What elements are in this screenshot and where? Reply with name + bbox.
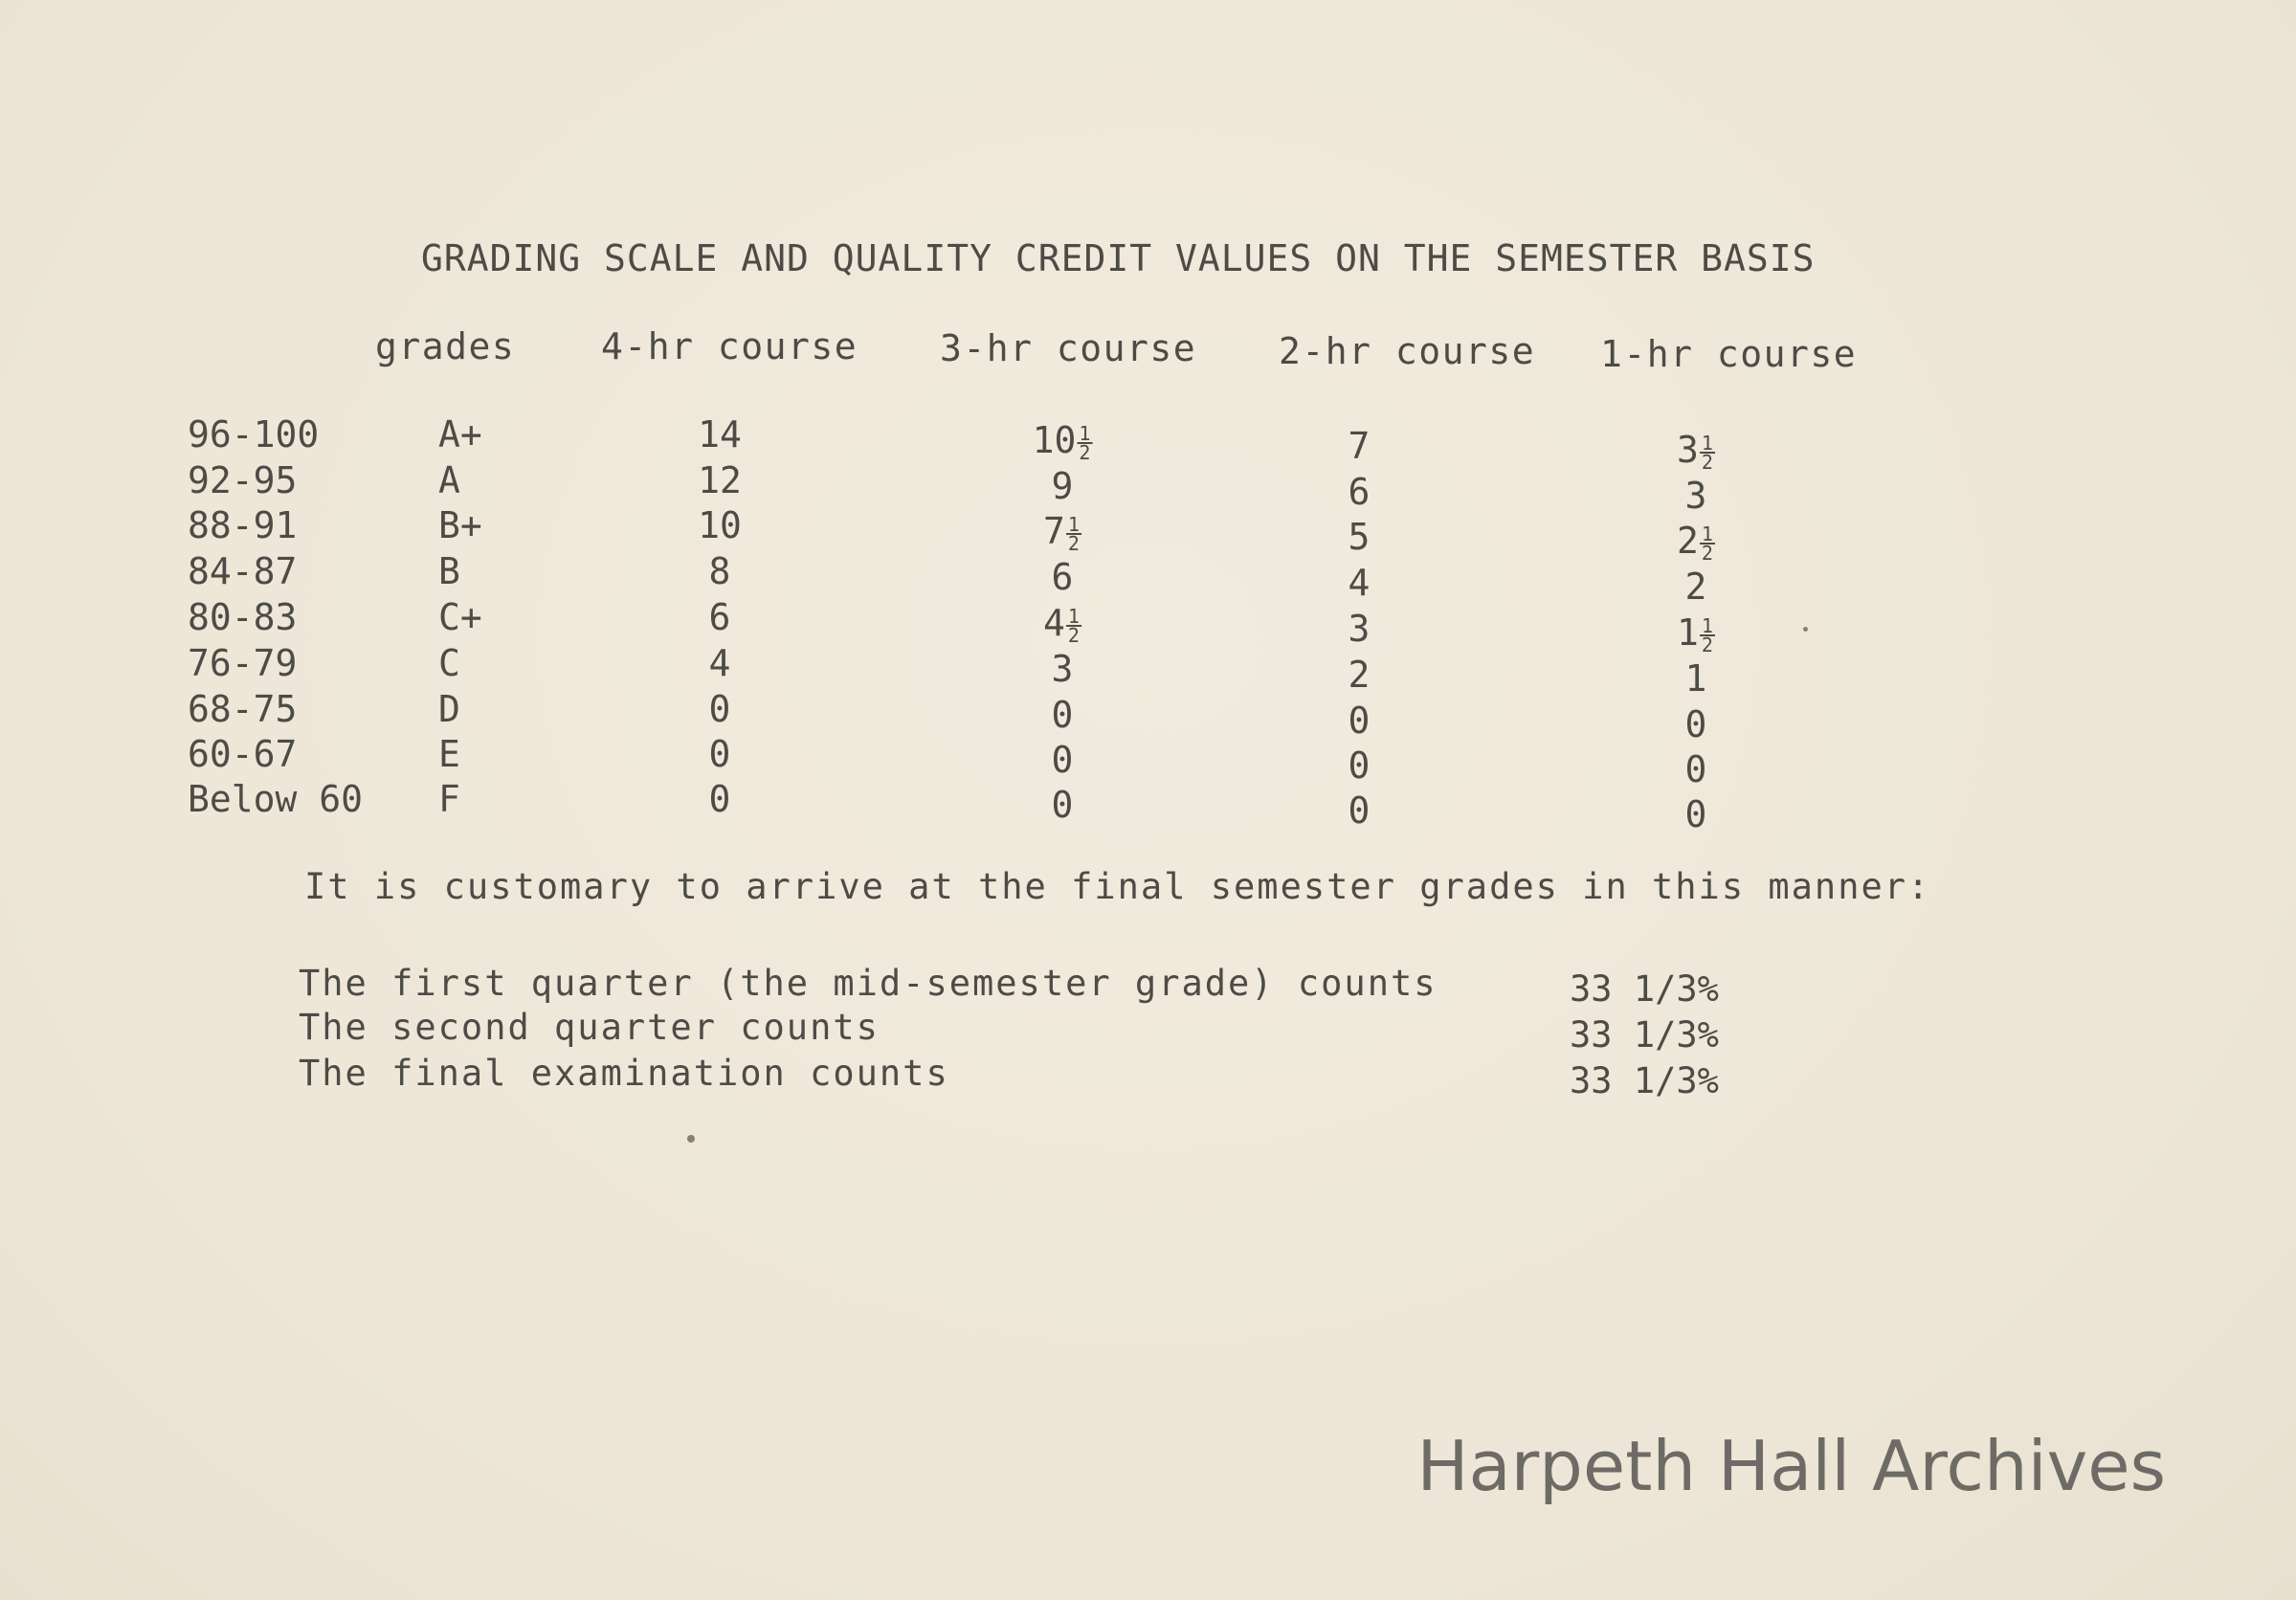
cell-three xyxy=(1052,465,1074,507)
cell-four-value: 14 xyxy=(698,413,742,456)
ink-speck xyxy=(687,1135,695,1143)
cell-two-value: 0 xyxy=(1348,700,1371,742)
fraction-numerator: 1 xyxy=(1067,512,1080,536)
table-row xyxy=(0,733,2296,790)
cell-four xyxy=(709,733,731,775)
cell-range-value: 80-83 xyxy=(188,596,298,638)
cell-three-value: 9 xyxy=(1051,465,1074,507)
cell-range xyxy=(188,504,297,546)
cell-one-value: 1 xyxy=(1677,611,1699,654)
cell-three-value: 0 xyxy=(1051,784,1074,826)
customary-note: It is customary to arrive at the final semester grades in this manner: xyxy=(304,866,1931,907)
cell-three xyxy=(1052,739,1074,781)
portion-label-3: The final examination counts xyxy=(299,1053,949,1094)
cell-three xyxy=(1052,556,1074,598)
cell-one-value: 3 xyxy=(1684,475,1707,517)
cell-three-value: 0 xyxy=(1051,739,1074,781)
cell-four xyxy=(698,413,742,456)
header-1hr-course: 1-hr course xyxy=(1600,333,1858,375)
archive-watermark: Harpeth Hall Archives xyxy=(1416,1426,2166,1506)
half-fraction xyxy=(1066,604,1081,647)
cell-range-value: 92-95 xyxy=(188,459,298,501)
table-row xyxy=(0,550,2296,608)
cell-range xyxy=(188,596,297,638)
cell-three-value: 4 xyxy=(1043,602,1065,644)
cell-three-value: 3 xyxy=(1051,648,1074,690)
cell-range xyxy=(188,550,297,592)
cell-grade-value: B xyxy=(438,550,460,592)
cell-range-value: 76-79 xyxy=(188,642,298,684)
cell-four xyxy=(698,504,742,546)
cell-grade xyxy=(438,413,482,456)
cell-range xyxy=(188,778,363,820)
portion-label-2: The second quarter counts xyxy=(299,1007,880,1048)
portion-value-1: 33 1/3% xyxy=(1570,968,1719,1010)
cell-grade-value: F xyxy=(438,778,460,820)
cell-three xyxy=(1052,648,1074,690)
cell-one-value: 2 xyxy=(1684,566,1707,608)
fraction-denominator: 2 xyxy=(1701,633,1713,656)
cell-range xyxy=(188,642,297,684)
cell-range-value: 88-91 xyxy=(188,504,298,546)
fraction-denominator: 2 xyxy=(1079,440,1091,464)
cell-one xyxy=(1685,793,1707,835)
cell-grade xyxy=(438,504,482,546)
cell-range xyxy=(188,459,297,501)
cell-four xyxy=(698,459,742,501)
cell-four-value: 0 xyxy=(708,778,731,820)
cell-four xyxy=(709,778,731,820)
document-title: GRADING SCALE AND QUALITY CREDIT VALUES ON THE SEMESTER BASIS xyxy=(421,237,1816,279)
fraction-numerator: 1 xyxy=(1701,613,1713,637)
header-grades: grades xyxy=(375,325,516,367)
cell-three xyxy=(1052,694,1074,736)
fraction-numerator: 1 xyxy=(1701,522,1713,545)
cell-four-value: 6 xyxy=(708,596,731,638)
cell-range-value: Below 60 xyxy=(188,778,364,820)
cell-one-value: 0 xyxy=(1684,793,1707,835)
cell-grade xyxy=(438,778,460,820)
cell-two-value: 0 xyxy=(1348,744,1371,787)
cell-grade xyxy=(438,642,460,684)
cell-grade-value: A xyxy=(438,459,460,501)
portion-value-3: 33 1/3% xyxy=(1570,1060,1719,1101)
fraction-numerator: 1 xyxy=(1067,604,1080,628)
cell-two-value: 6 xyxy=(1348,471,1371,513)
cell-range xyxy=(188,733,297,775)
table-row xyxy=(0,504,2296,565)
cell-four xyxy=(709,688,731,730)
table-row xyxy=(0,596,2296,656)
fraction-denominator: 2 xyxy=(1067,531,1080,555)
cell-one-value: 1 xyxy=(1684,657,1707,700)
cell-four-value: 0 xyxy=(708,688,731,730)
cell-two xyxy=(1349,789,1371,832)
cell-grade xyxy=(438,688,460,730)
cell-grade-value: E xyxy=(438,733,460,775)
header-4hr-course: 4-hr course xyxy=(601,325,858,367)
cell-three xyxy=(1052,784,1074,826)
table-row xyxy=(0,413,2296,474)
table-row xyxy=(0,688,2296,745)
header-2hr-course: 2-hr course xyxy=(1279,330,1536,372)
cell-range-value: 96-100 xyxy=(188,413,320,456)
cell-three xyxy=(1032,419,1093,464)
table-row xyxy=(0,642,2296,700)
cell-one-value: 2 xyxy=(1677,520,1699,562)
fraction-denominator: 2 xyxy=(1701,450,1713,474)
cell-two-value: 4 xyxy=(1348,562,1371,604)
cell-four-value: 4 xyxy=(708,642,731,684)
cell-two-value: 2 xyxy=(1348,654,1371,696)
cell-one-value: 3 xyxy=(1677,429,1699,471)
cell-three-value: 6 xyxy=(1051,556,1074,598)
cell-two-value: 0 xyxy=(1348,789,1371,832)
cell-three xyxy=(1043,510,1081,555)
ink-speck xyxy=(1803,627,1808,632)
cell-three xyxy=(1043,602,1081,647)
table-row xyxy=(0,778,2296,835)
cell-range xyxy=(188,688,297,730)
cell-grade-value: C xyxy=(438,642,460,684)
cell-two-value: 5 xyxy=(1348,516,1371,558)
fraction-numerator: 1 xyxy=(1701,431,1713,455)
cell-range xyxy=(188,413,319,456)
cell-one-value: 0 xyxy=(1684,703,1707,745)
cell-four-value: 12 xyxy=(698,459,742,501)
cell-grade-value: D xyxy=(438,688,460,730)
cell-four xyxy=(709,550,731,592)
cell-grade-value: A+ xyxy=(438,413,482,456)
cell-four xyxy=(709,596,731,638)
cell-grade xyxy=(438,459,460,501)
cell-grade-value: C+ xyxy=(438,596,482,638)
cell-three-value: 7 xyxy=(1043,510,1065,552)
cell-grade-value: B+ xyxy=(438,504,482,546)
fraction-denominator: 2 xyxy=(1067,623,1080,647)
cell-four xyxy=(709,642,731,684)
half-fraction xyxy=(1066,512,1081,555)
portion-label-1: The first quarter (the mid-semester grade) counts xyxy=(299,963,1438,1004)
cell-range-value: 84-87 xyxy=(188,550,298,592)
cell-two-value: 3 xyxy=(1348,608,1371,650)
table-row xyxy=(0,459,2296,517)
cell-four-value: 8 xyxy=(708,550,731,592)
fraction-numerator: 1 xyxy=(1079,421,1091,445)
cell-range-value: 60-67 xyxy=(188,733,298,775)
half-fraction xyxy=(1077,421,1092,464)
cell-range-value: 68-75 xyxy=(188,688,298,730)
cell-grade xyxy=(438,733,460,775)
cell-grade xyxy=(438,550,460,592)
cell-four-value: 10 xyxy=(698,504,742,546)
cell-grade xyxy=(438,596,482,638)
header-3hr-course: 3-hr course xyxy=(940,327,1197,369)
cell-three-value: 0 xyxy=(1051,694,1074,736)
portion-value-2: 33 1/3% xyxy=(1570,1014,1719,1056)
cell-three-value: 10 xyxy=(1032,419,1077,461)
cell-two-value: 7 xyxy=(1348,425,1371,467)
cell-four-value: 0 xyxy=(708,733,731,775)
cell-one-value: 0 xyxy=(1684,748,1707,790)
fraction-denominator: 2 xyxy=(1701,541,1713,565)
